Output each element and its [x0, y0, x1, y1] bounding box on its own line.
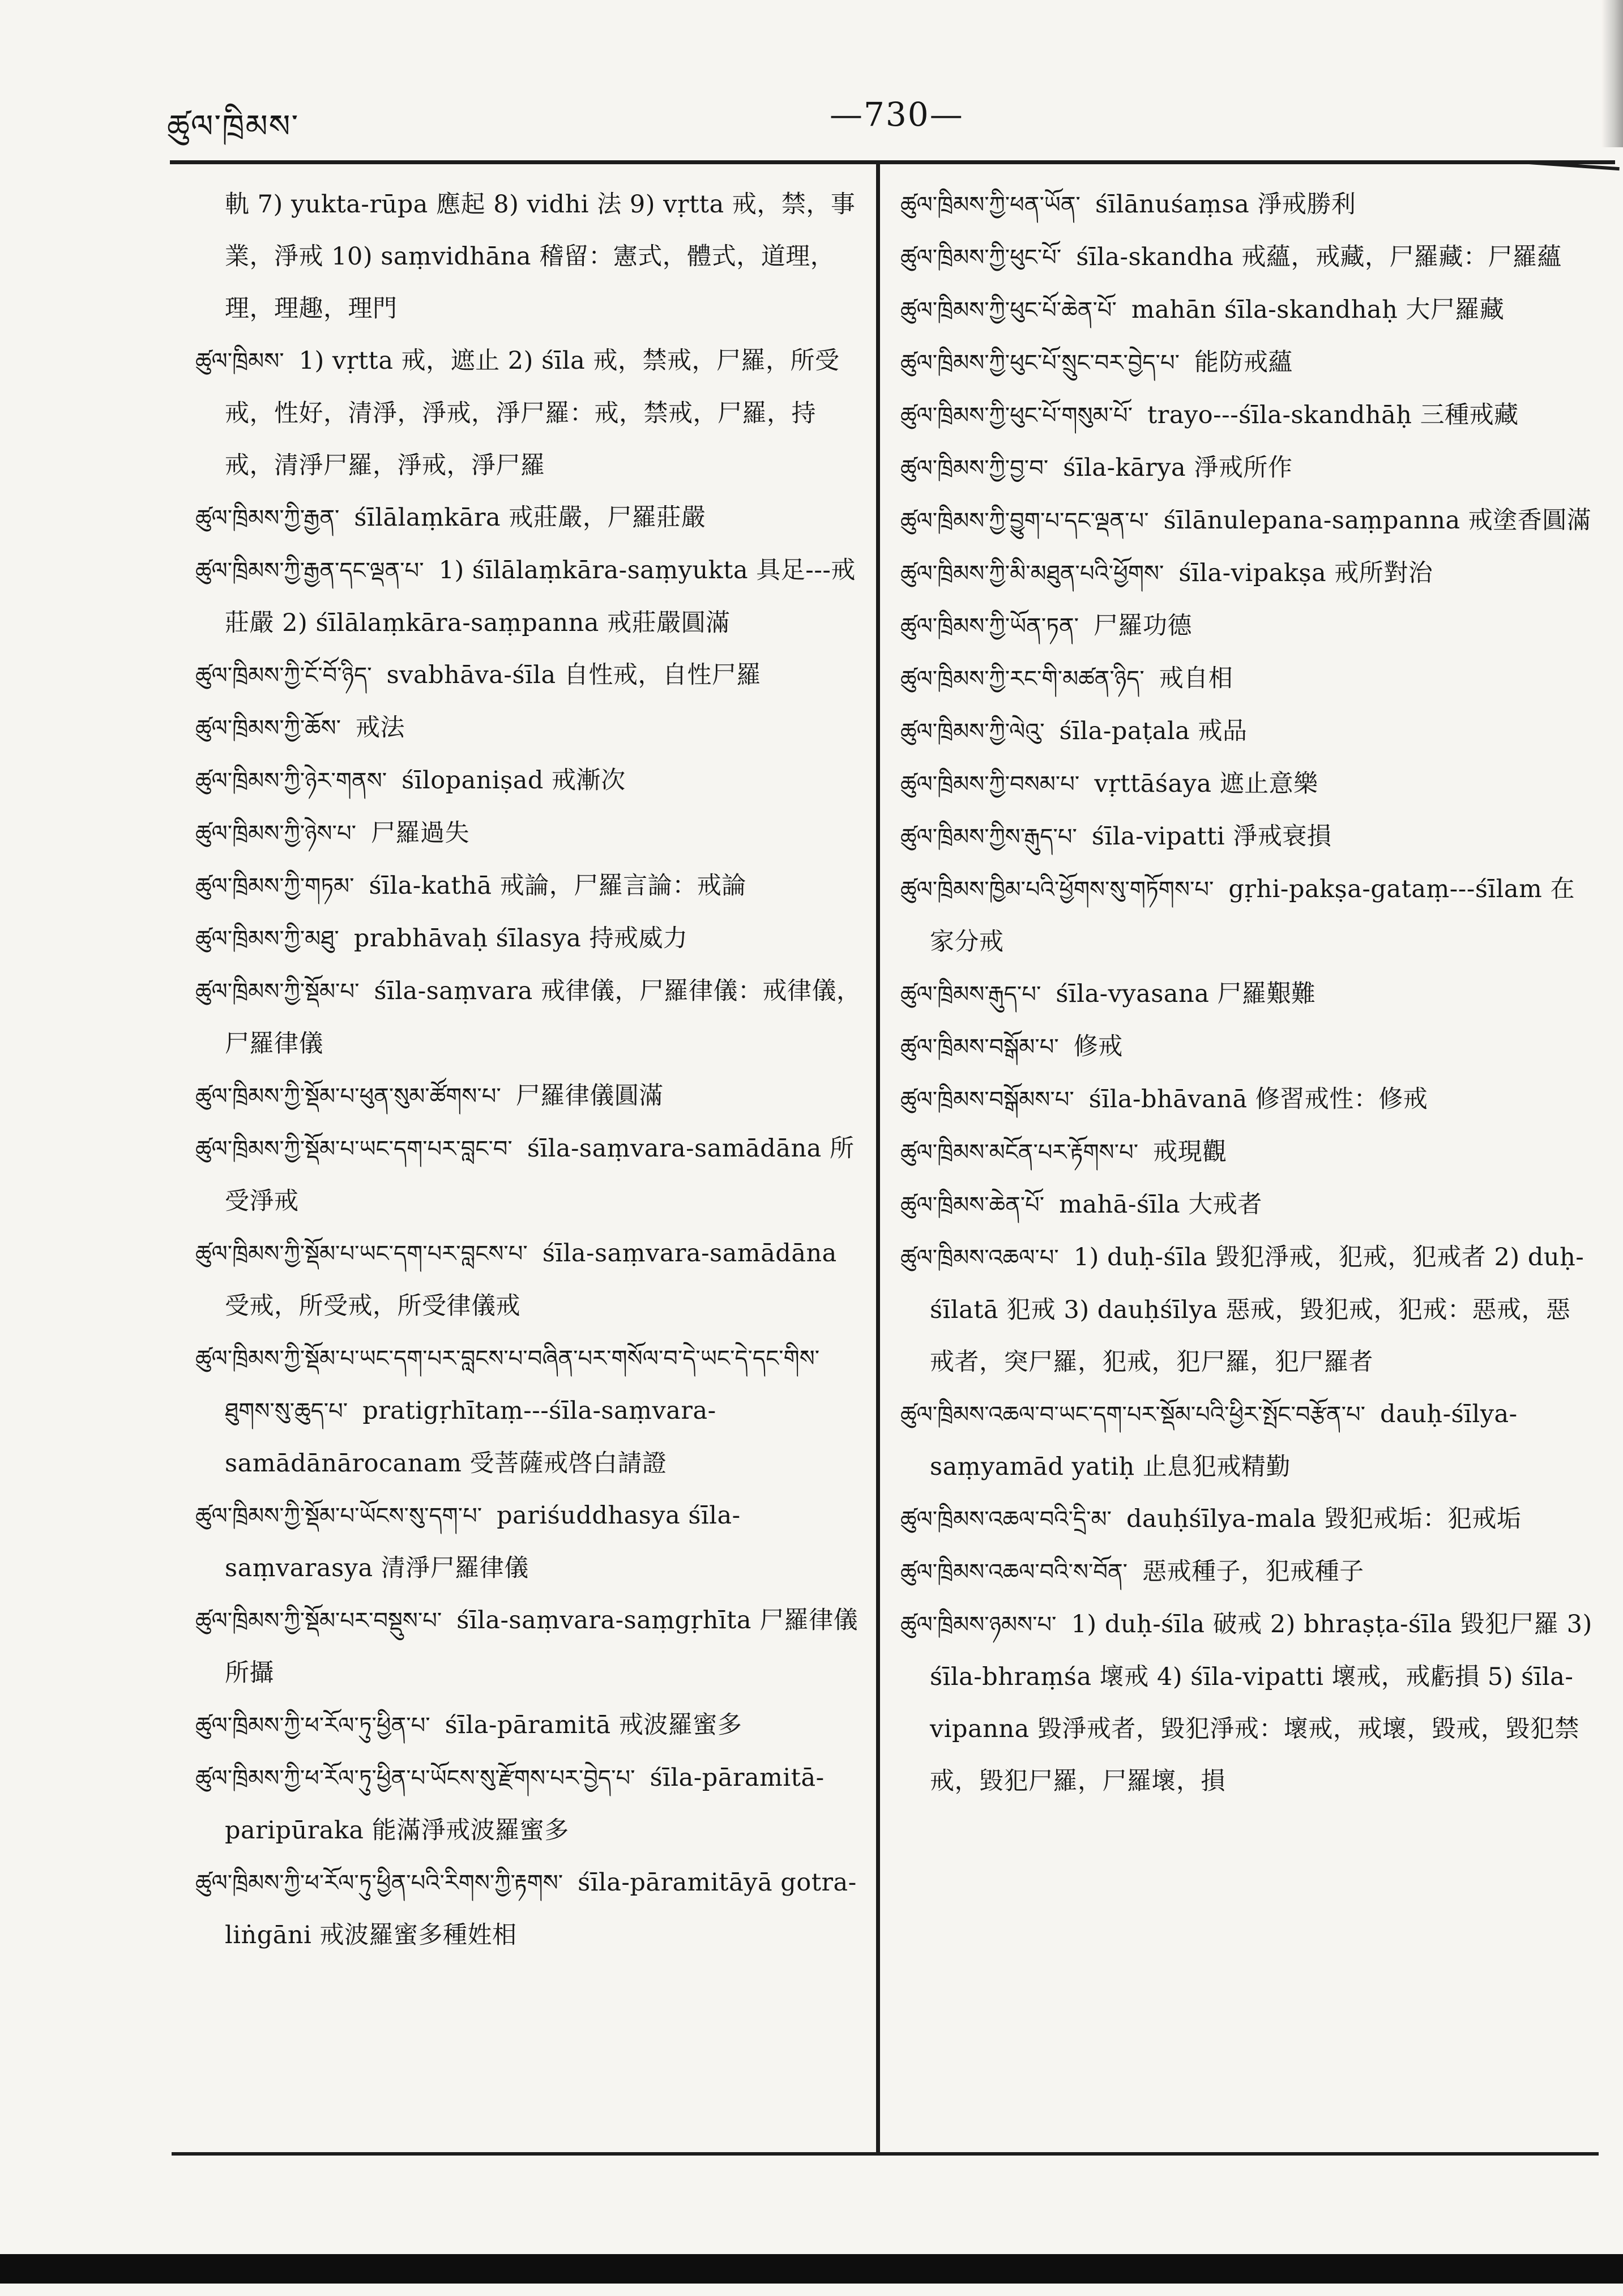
entry-definition: śīla-vipakṣa 戒所對治 [1178, 559, 1433, 587]
dictionary-entry [900, 178, 1594, 231]
dictionary-entry [195, 912, 864, 965]
entry-definition: vṛttāśaya 遮止意樂 [1094, 770, 1318, 798]
entry-definition: pariśuddhasya śīla-saṃvarasya 清淨尸羅律儀 [225, 1501, 741, 1582]
tibetan-headword: ཚུལ་ཁྲིམས་ཀྱི་ཕུང་པོ་ཆེན་པོ་ [900, 297, 1117, 323]
entry-definition: śīla-paṭala 戒品 [1059, 717, 1248, 745]
entry-definition: 1) vṛtta 戒，遮止 2) śīla 戒，禁戒，尸羅，所受戒，性好，清淨，淨戒，淨尸羅：戒，禁戒，尸羅，持戒，清淨尸羅，淨戒，淨尸羅 [225, 347, 840, 480]
tibetan-headword: ཚུལ་ཁྲིམས་བསྒོམ་པ་ [900, 1034, 1059, 1060]
dictionary-entry [195, 1594, 864, 1699]
column-divider [876, 164, 880, 2152]
tibetan-headword: ཚུལ་ཁྲིམས་འཆལ་བའི་ས་བོན་ [900, 1559, 1128, 1585]
entry-definition: 尸羅功德 [1094, 612, 1193, 640]
tibetan-headword: ཚུལ་ཁྲིམས་ཀྱི་བྱུག་པ་དང་ལྡན་པ་ [900, 508, 1149, 534]
tibetan-headword: ཚུལ་ཁྲིམས་འཆལ་པ་ [900, 1245, 1059, 1271]
dictionary-entry [900, 494, 1594, 547]
dictionary-entry [195, 965, 864, 1070]
tibetan-headword: ཚུལ་ཁྲིམས་ [195, 348, 284, 374]
tibetan-headword: ཚུལ་ཁྲིམས་ཀྱི་རྒྱན་ [195, 505, 340, 531]
entry-definition: śīla-vipatti 淨戒衰損 [1091, 822, 1332, 851]
running-head: ཚུལ་ཁྲིམས་ [167, 108, 300, 145]
tibetan-headword: ཚུལ་ཁྲིམས་ཀྱི་མཐུ་ [195, 926, 339, 952]
right-column [900, 178, 1594, 1807]
tibetan-headword: ཚུལ་ཁྲིམས་འཆལ་བ་ཡང་དག་པར་སྡོམ་པའི་ཕྱིར་སྤོང་བརྩོན་པ་ [900, 1402, 1366, 1428]
entry-definition: mahān śīla-skandhaḥ 大尸羅藏 [1131, 296, 1505, 324]
left-column [195, 178, 864, 1961]
tibetan-headword: ཚུལ་ཁྲིམས་ཀྱི་སྡོམ་པར་བསྡུས་པ་ [195, 1608, 442, 1634]
tibetan-headword: ཚུལ་ཁྲིམས་ཀྱི་སྡོམ་པ་ཡང་དག་པར་བླང་བ་ [195, 1136, 512, 1162]
entry-definition: svabhāva-śīla 自性戒，自性尸羅 [386, 661, 761, 689]
dictionary-entry [195, 492, 864, 544]
dictionary-entry [900, 1126, 1594, 1179]
tibetan-headword: ཚུལ་ཁྲིམས་ཀྱི་རྒྱན་དང་ལྡན་པ་ [195, 558, 424, 584]
entry-definition: śīla-skandha 戒蘊，戒藏，尸羅藏：尸羅蘊 [1076, 243, 1562, 271]
tibetan-headword: ཚུལ་ཁྲིམས་ཀྱི་གཏམ་ [195, 873, 355, 899]
entry-definition: 軌 7) yukta-rūpa 應起 8) vidhi 法 9) vṛtta 戒，禁，事業，淨戒 10) saṃvidhāna 稽留：憲式，體式，道理，理，理趣，理門 [225, 190, 856, 323]
entry-definition: śīla-kārya 淨戒所作 [1063, 454, 1293, 482]
dictionary-entry [900, 810, 1594, 863]
tibetan-headword: ཚུལ་ཁྲིམས་ཀྱི་བྱ་བ་ [900, 455, 1049, 481]
dictionary-entry [195, 335, 864, 492]
dictionary-entry [195, 649, 864, 702]
tibetan-headword: ཚུལ་ཁྲིམས་ཀྱི་ཕ་རོལ་ཏུ་ཕྱིན་པའི་རིགས་ཀྱི་རྟགས་ [195, 1870, 563, 1896]
header-rule [170, 160, 1615, 164]
dictionary-entry [900, 705, 1594, 758]
entry-definition: gṛhi-pakṣa-gataṃ---śīlam 在家分戒 [930, 875, 1575, 956]
entry-definition: 能防戒蘊 [1194, 348, 1293, 377]
entry-definition: 戒現觀 [1153, 1138, 1227, 1166]
dictionary-entry [900, 336, 1594, 389]
dictionary-entry [900, 600, 1594, 652]
dictionary-entry [900, 389, 1594, 442]
dictionary-entry [900, 1231, 1594, 1388]
entry-definition: 戒自相 [1159, 664, 1233, 693]
entry-definition: 1) śīlālaṃkāra-saṃyukta 具足---戒莊嚴 2) śīlālaṃkāra-saṃpanna 戒莊嚴圓滿 [225, 556, 856, 637]
tibetan-headword: ཚུལ་ཁྲིམས་ཀྱི་ཆོས་ [195, 715, 341, 741]
tibetan-headword: ཚུལ་ཁྲིམས་ཀྱི་སྡོམ་པ་ཡོངས་སུ་དག་པ་ [195, 1503, 482, 1529]
tibetan-headword: ཚུལ་ཁྲིམས་ཆེན་པོ་ [900, 1192, 1045, 1218]
entry-definition: 尸羅律儀圓滿 [515, 1082, 664, 1110]
tibetan-headword: ཚུལ་ཁྲིམས་ཀྱི་ཡོན་ཏན་ [900, 613, 1079, 639]
tibetan-headword: ཚུལ་ཁྲིམས་བསྒོམས་པ་ [900, 1087, 1074, 1113]
dictionary-entry [900, 1546, 1594, 1598]
scan-edge-shadow [1601, 0, 1623, 147]
dictionary-entry [195, 702, 864, 754]
tibetan-headword: ཚུལ་ཁྲིམས་ཀྱི་ངོ་བོ་ཉིད་ [195, 663, 372, 689]
tibetan-headword: ཚུལ་ཁྲིམས་ཀྱི་སྡོམ་པ་ཡང་དག་པར་བླངས་པ་ [195, 1241, 528, 1267]
dictionary-entry [195, 1123, 864, 1227]
dictionary-entry [195, 544, 864, 649]
dictionary-entry [900, 1493, 1594, 1546]
dictionary-entry [900, 442, 1594, 494]
tibetan-headword: ཚུལ་ཁྲིམས་ཀྱིས་རྒུད་པ་ [900, 824, 1077, 850]
tibetan-headword: ཚུལ་ཁྲིམས་ཀྱི་ཕ་རོལ་ཏུ་ཕྱིན་པ་ཡོངས་སུ་རྫོགས་པར་བྱེད་པ་ [195, 1765, 635, 1791]
dictionary-entry [195, 1227, 864, 1332]
tibetan-headword: ཚུལ་ཁྲིམས་ཀྱི་ཕ་རོལ་ཏུ་ཕྱིན་པ་ [195, 1713, 430, 1739]
tibetan-headword: ཚུལ་ཁྲིམས་ཀྱི་ཕུང་པོ་ [900, 245, 1062, 271]
dictionary-entry [900, 231, 1594, 284]
page-number: —730— [830, 95, 964, 134]
tibetan-headword: ཚུལ་ཁྲིམས་མངོན་པར་རྟོགས་པ་ [900, 1140, 1139, 1166]
dictionary-entry [900, 652, 1594, 705]
dictionary-entry [195, 1070, 864, 1123]
entry-definition: śīla-saṃvara 戒律儀，尸羅律儀：戒律儀，尸羅律儀 [225, 977, 861, 1058]
dictionary-entry [195, 178, 864, 335]
entry-definition: 1) duḥ-śīla 毀犯淨戒，犯戒，犯戒者 2) duḥ-śīlatā 犯戒 3) dauḥśīlya 惡戒，毀犯戒，犯戒：惡戒，惡戒者，突尸羅，犯戒，犯尸羅，犯尸羅者 [930, 1243, 1584, 1376]
tibetan-headword: ཚུལ་ཁྲིམས་ཀྱི་ལེའུ་ [900, 719, 1045, 745]
entry-definition: 惡戒種子，犯戒種子 [1142, 1557, 1364, 1586]
tibetan-headword: ཚུལ་ཁྲིམས་ཉམས་པ་ [900, 1612, 1057, 1638]
entry-definition: śīla-pāramitāyā gotra-liṅgāni 戒波羅蜜多種姓相 [225, 1868, 857, 1949]
entry-definition: śīla-pāramitā-paripūraka 能滿淨戒波羅蜜多 [225, 1764, 825, 1845]
tibetan-headword: ཚུལ་ཁྲིམས་ཀྱི་ཉེས་པ་ [195, 821, 356, 847]
entry-definition: śīla-saṃvara-samādāna 所受淨戒 [225, 1134, 855, 1215]
dictionary-entry [900, 1179, 1594, 1231]
entry-definition: dauḥśīlya-mala 毀犯戒垢：犯戒垢 [1126, 1505, 1522, 1533]
dictionary-entry [900, 863, 1594, 968]
entry-definition: śīla-saṃvara-saṃgṛhīta 尸羅律儀所攝 [225, 1606, 859, 1687]
entry-definition: 戒法 [356, 714, 405, 742]
entry-definition: trayo---śīla-skandhāḥ 三種戒藏 [1147, 401, 1519, 429]
dictionary-entry [900, 968, 1594, 1021]
tibetan-headword: ཚུལ་ཁྲིམས་ཀྱི་སྡོམ་པ་ཡང་དག་པར་བླངས་པ་བཞིན་པར་གསོལ་བ་དེ་ཡང་དེ་དང་གིས་ཐུགས་སུ་ཆུད་པ་ [195, 1346, 820, 1424]
tibetan-headword: ཚུལ་ཁྲིམས་ཀྱི་མི་མཐུན་པའི་ཕྱོགས་ [900, 561, 1164, 587]
entry-definition: śīla-vyasana 尸羅艱難 [1056, 980, 1316, 1008]
dictionary-entry [195, 860, 864, 912]
tibetan-headword: ཚུལ་ཁྲིམས་འཆལ་བའི་དྲི་མ་ [900, 1507, 1112, 1533]
entry-definition: 1) duḥ-śīla 破戒 2) bhraṣṭa-śīla 毀犯尸羅 3) śīla-bhraṃśa 壞戒 4) śīla-vipatti 壞戒，戒虧損 5) śīla-vipanna 毀淨戒者，毀犯淨戒：壞戒，戒壞，毀戒，毀犯禁戒，毀犯尸羅，尸羅壞，損 [930, 1610, 1592, 1795]
dictionary-entry [195, 1857, 864, 1961]
entry-definition: dauḥ-śīlya-saṃyamād yatiḥ 止息犯戒精勤 [930, 1400, 1518, 1481]
entry-definition: śīla-pāramitā 戒波羅蜜多 [445, 1711, 742, 1739]
scan-edge-bar [0, 2254, 1623, 2284]
dictionary-entry [900, 1598, 1594, 1807]
tibetan-headword: ཚུལ་ཁྲིམས་ཀྱི་སྡོམ་པ་ཕུན་སུམ་ཚོགས་པ་ [195, 1083, 501, 1109]
tibetan-headword: ཚུལ་ཁྲིམས་ཀྱི་ཕན་ཡོན་ [900, 192, 1080, 218]
entry-definition: śīlālaṃkāra 戒莊嚴，尸羅莊嚴 [354, 503, 706, 532]
tibetan-headword: ཚུལ་ཁྲིམས་ཀྱི་ཕུང་པོ་གསུམ་པོ་ [900, 403, 1133, 429]
entry-definition: śīlopaniṣad 戒漸次 [402, 766, 626, 795]
entry-definition: pratigṛhītaṃ---śīla-saṃvara-samādānārocanam 受菩薩戒啓白請證 [225, 1397, 716, 1478]
tibetan-headword: ཚུལ་ཁྲིམས་ཀྱི་རང་གི་མཚན་ཉིད་ [900, 666, 1144, 692]
tibetan-headword: ཚུལ་ཁྲིམས་ཀྱི་སྡོམ་པ་ [195, 979, 360, 1005]
entry-definition: 尸羅過失 [371, 819, 469, 847]
entry-definition: mahā-śīla 大戒者 [1059, 1190, 1262, 1219]
tibetan-headword: ཚུལ་ཁྲིམས་ཀྱི་ཕུང་པོ་སྲུང་བར་བྱེད་པ་ [900, 350, 1180, 376]
dictionary-entry [195, 1332, 864, 1490]
tibetan-headword: ཚུལ་ཁྲིམས་ཁྱིམ་པའི་ཕྱོགས་སུ་གཏོགས་པ་ [900, 877, 1214, 903]
dictionary-entry [195, 807, 864, 860]
dictionary-entry [900, 284, 1594, 336]
entry-definition: śīlānulepana-saṃpanna 戒塗香圓滿 [1163, 506, 1592, 535]
dictionary-entry [900, 758, 1594, 810]
tibetan-headword: ཚུལ་ཁྲིམས་ཀྱི་ཉེར་གནས་ [195, 768, 387, 794]
dictionary-entry [900, 547, 1594, 600]
tibetan-headword: ཚུལ་ཁྲིམས་ཀྱི་བསམ་པ་ [900, 771, 1080, 797]
entry-definition: 修戒 [1073, 1032, 1123, 1061]
entry-definition: śīla-bhāvanā 修習戒性：修戒 [1088, 1085, 1428, 1113]
dictionary-entry [900, 1021, 1594, 1073]
dictionary-entry [195, 1752, 864, 1857]
dictionary-entry [900, 1388, 1594, 1493]
dictionary-entry [195, 754, 864, 807]
dictionary-entry [900, 1073, 1594, 1126]
entry-definition: śīlānuśaṃsa 淨戒勝利 [1095, 190, 1356, 219]
dictionary-entry [195, 1699, 864, 1752]
footer-rule [172, 2152, 1599, 2156]
entry-definition: śīla-kathā 戒論，尸羅言論：戒論 [369, 872, 746, 900]
tibetan-headword: ཚུལ་ཁྲིམས་རྒུད་པ་ [900, 981, 1041, 1008]
entry-definition: śīla-saṃvara-samādāna 受戒，所受戒，所受律儀戒 [225, 1239, 837, 1320]
dictionary-entry [195, 1490, 864, 1594]
entry-definition: prabhāvaḥ śīlasya 持戒威力 [353, 924, 688, 953]
